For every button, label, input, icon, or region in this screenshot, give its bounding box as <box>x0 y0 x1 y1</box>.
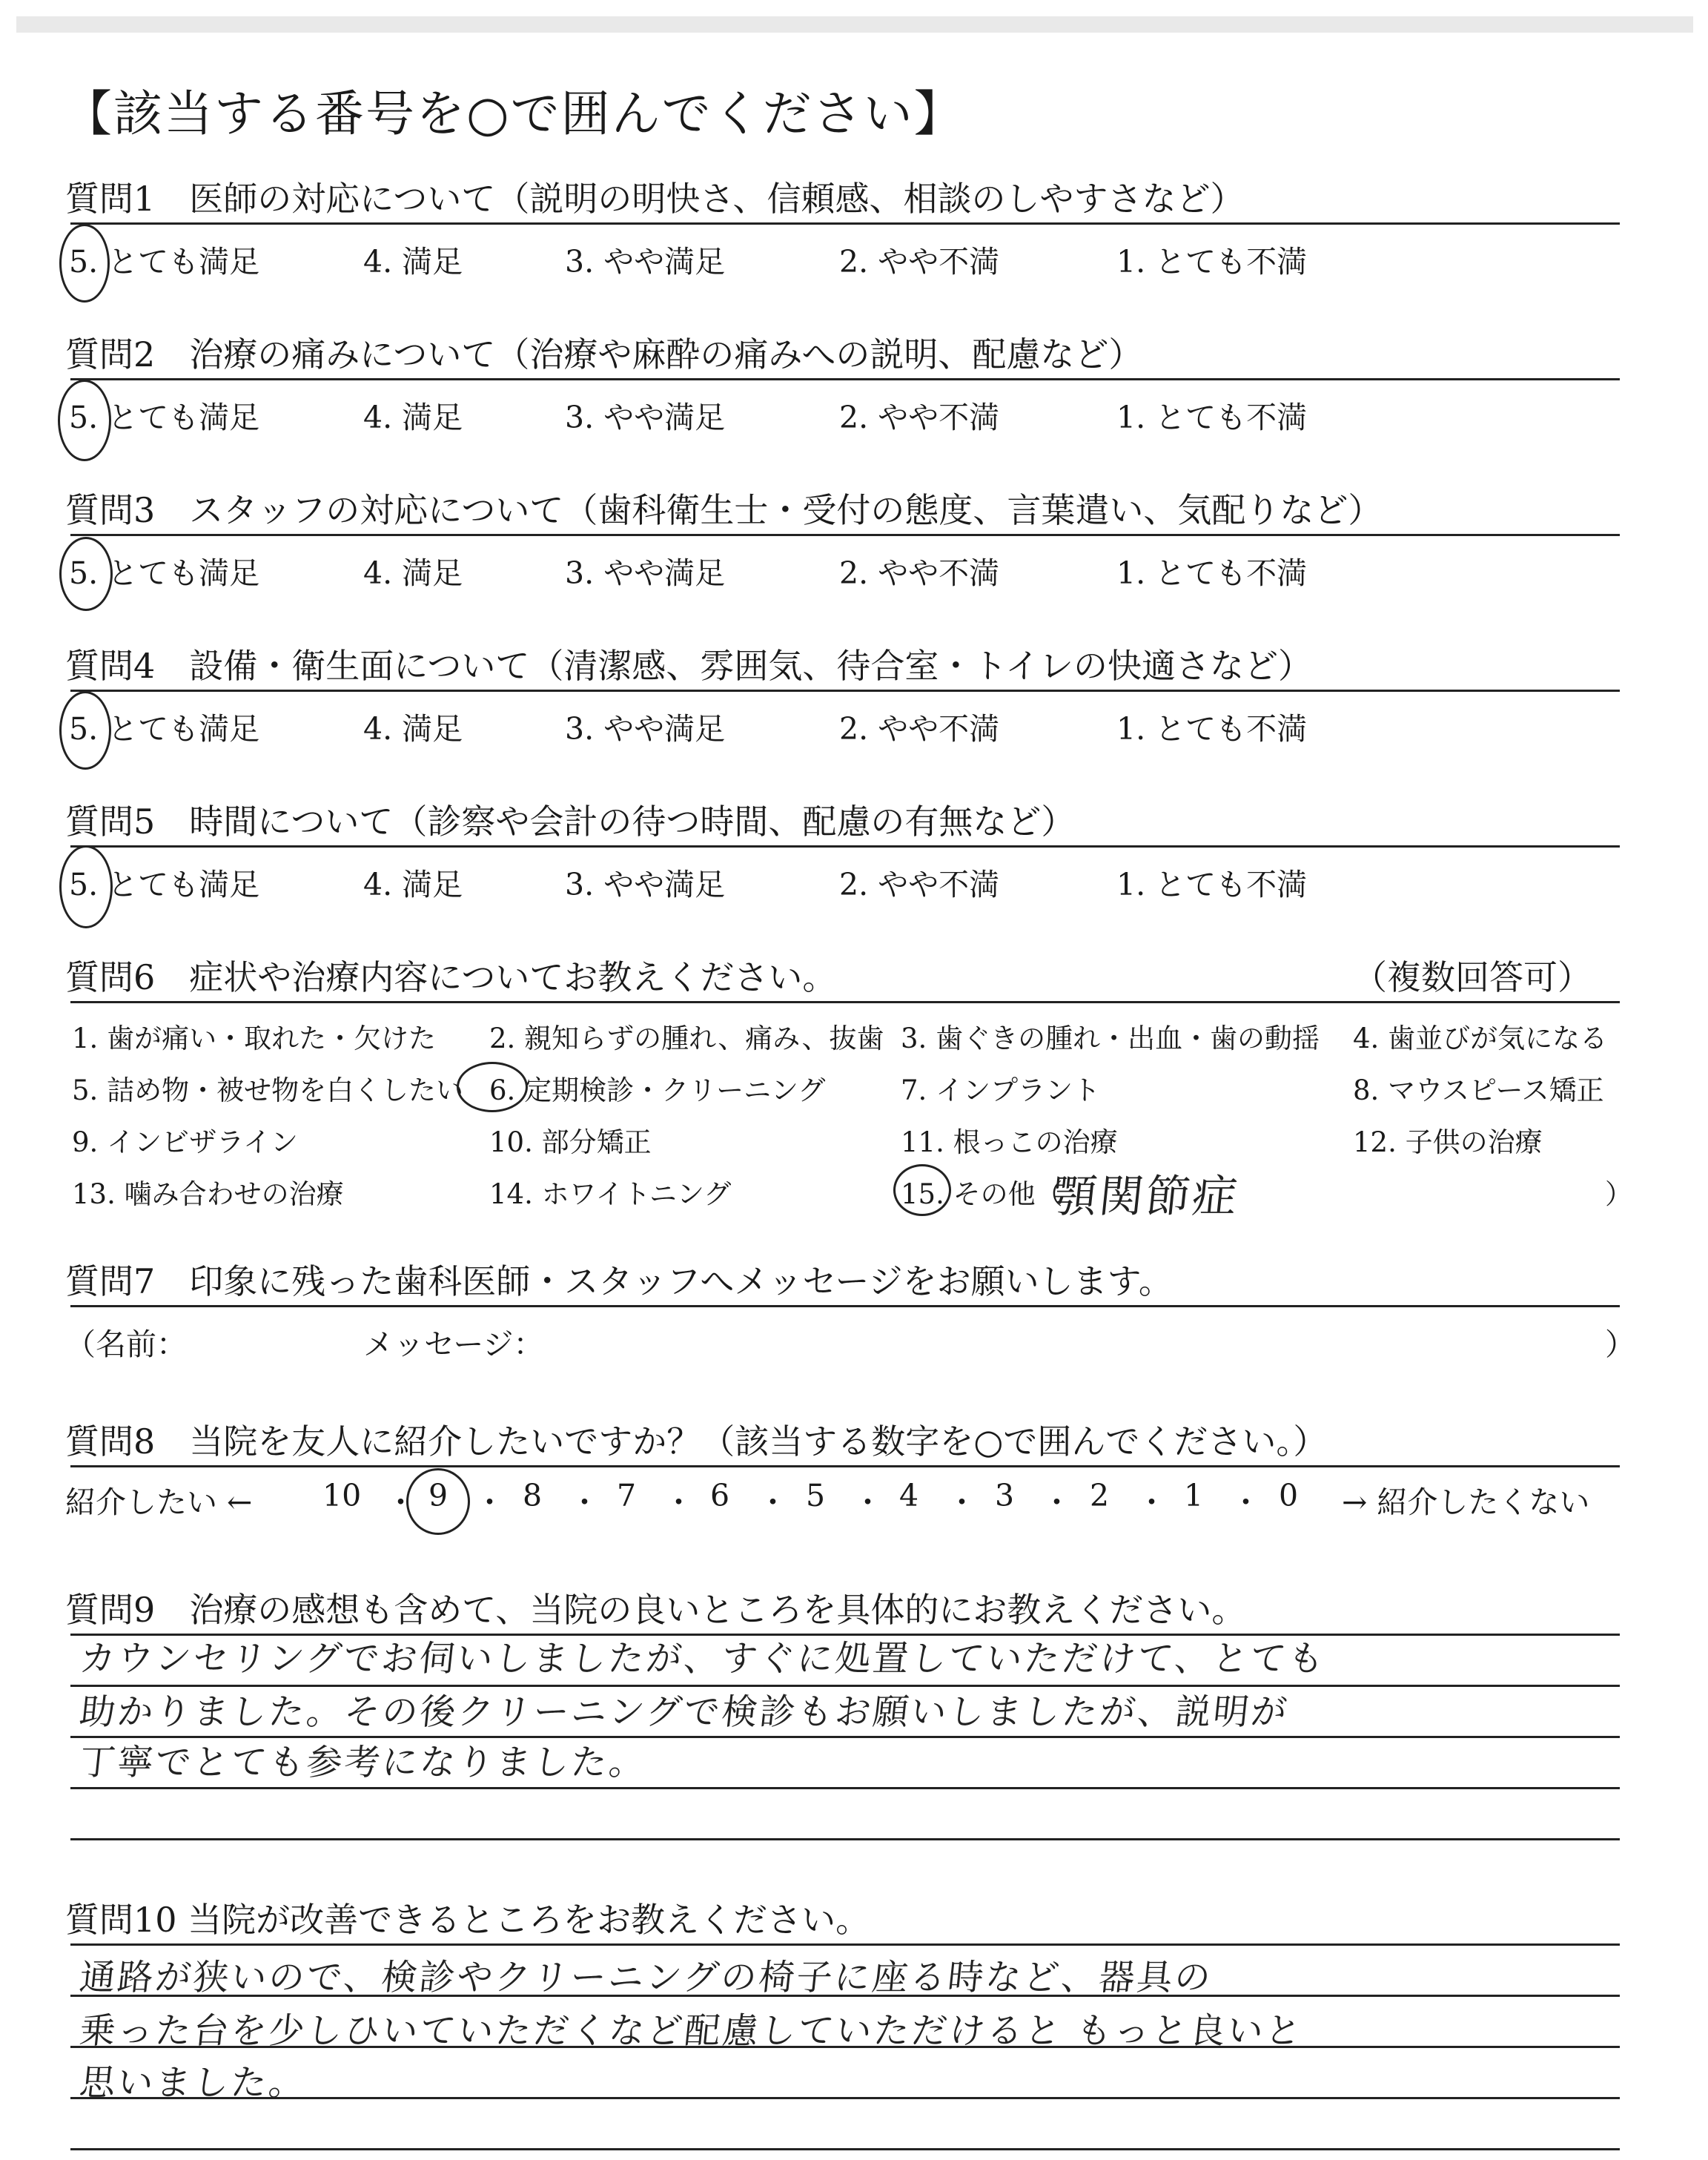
q5-option-1[interactable]: 1. とても不満 <box>1116 867 1308 902</box>
q7-name-label: （名前： <box>65 1327 187 1362</box>
q9-answer-line <box>70 1838 1620 1840</box>
q6-option-15[interactable]: 15. その他（ <box>901 1178 1063 1210</box>
question-3-title: 質問3 スタッフの対応について（歯科衛生士・受付の態度、言葉遣い、気配りなど） <box>65 490 1383 530</box>
question-1-title: 質問1 医師の対応について（説明の明快さ、信頼感、相談のしやすさなど） <box>65 179 1245 219</box>
q6-option-8[interactable]: 8. マウスピース矯正 <box>1353 1074 1604 1106</box>
question-5-rule <box>70 845 1620 848</box>
question-6-title: 質問6 症状や治療内容についてお教えください。 <box>65 957 837 997</box>
q7-close-paren: ） <box>1605 1327 1635 1362</box>
q8-answer-circle <box>406 1468 470 1535</box>
q3-option-3[interactable]: 3. やや満足 <box>565 555 726 591</box>
q8-scale-1[interactable]: 1 <box>1184 1478 1204 1513</box>
q9-answer-line <box>70 1787 1620 1789</box>
q10-answer-text: 思いました。 <box>77 2062 309 2104</box>
q1-option-5[interactable]: 5. とても満足 <box>69 244 260 280</box>
q8-scale-10[interactable]: 10 <box>322 1478 362 1513</box>
question-8-title: 質問8 当院を友人に紹介したいですか？（該当する数字を○で囲んでください。） <box>65 1421 1328 1462</box>
q4-option-1[interactable]: 1. とても不満 <box>1116 711 1308 747</box>
question-5-title: 質問5 時間について（診察や会計の待つ時間、配慮の有無など） <box>65 802 1076 842</box>
q10-answer-text: 通路が狭いので、検診やクリーニングの椅子に座る時など、器具の <box>77 1957 1215 1998</box>
q8-scale-dot: ・ <box>1136 1484 1167 1520</box>
question-8-rule <box>70 1465 1620 1467</box>
q8-left-label: 紹介したい ← <box>65 1484 253 1520</box>
q8-scale-8[interactable]: 8 <box>523 1478 543 1513</box>
q4-answer-circle <box>59 691 111 770</box>
q10-answer-text: 乗った台を少しひいていただくなど配慮していただけると もっと良いと <box>77 2010 1305 2052</box>
q9-answer-text: 助かりました。その後クリーニングで検診もお願いしましたが、説明が <box>77 1691 1291 1733</box>
q8-scale-dot: ・ <box>474 1484 505 1520</box>
q1-answer-circle <box>59 224 110 303</box>
q8-scale-dot: ・ <box>663 1484 694 1520</box>
q7-message-label: メッセージ： <box>363 1327 544 1362</box>
q6-option-11[interactable]: 11. 根っこの治療 <box>901 1126 1118 1158</box>
q8-scale-dot: ・ <box>1042 1484 1072 1520</box>
q5-option-2[interactable]: 2. やや不満 <box>839 867 1000 902</box>
q6-option-6[interactable]: 6. 定期検診・クリーニング <box>489 1074 826 1106</box>
question-7-rule <box>70 1305 1620 1307</box>
q6-option-4[interactable]: 4. 歯並びが気になる <box>1353 1023 1608 1054</box>
q8-scale-7[interactable]: 7 <box>617 1478 637 1513</box>
q3-option-4[interactable]: 4. 満足 <box>363 555 463 591</box>
q8-right-label: → 紹介したくない <box>1342 1484 1590 1520</box>
question-9-title: 質問9 治療の感想も含めて、当院の良いところを具体的にお教えください。 <box>65 1590 1246 1630</box>
question-10-title: 質問10 当院が改善できるところをお教えください。 <box>65 1900 870 1940</box>
q4-option-2[interactable]: 2. やや不満 <box>839 711 1000 747</box>
q4-option-4[interactable]: 4. 満足 <box>363 711 463 747</box>
q8-scale-4[interactable]: 4 <box>899 1478 919 1513</box>
q8-scale-2[interactable]: 2 <box>1090 1478 1110 1513</box>
q6-option-13[interactable]: 13. 噛み合わせの治療 <box>72 1178 344 1210</box>
question-1-rule <box>70 222 1620 225</box>
question-4-title: 質問4 設備・衛生面について（清潔感、雰囲気、待合室・トイレの快適さなど） <box>65 646 1313 686</box>
q3-option-5[interactable]: 5. とても満足 <box>69 555 260 591</box>
q3-option-2[interactable]: 2. やや不満 <box>839 555 1000 591</box>
q8-scale-3[interactable]: 3 <box>995 1478 1015 1513</box>
question-4-rule <box>70 690 1620 692</box>
q6-option-15-circle <box>893 1164 951 1216</box>
q2-option-1[interactable]: 1. とても不満 <box>1116 400 1308 435</box>
q6-other-handwritten: 顎関節症 <box>1049 1171 1242 1223</box>
question-7-title: 質問7 印象に残った歯科医師・スタッフへメッセージをお願いします。 <box>65 1261 1173 1301</box>
q2-option-5[interactable]: 5. とても満足 <box>69 400 260 435</box>
q1-option-1[interactable]: 1. とても不満 <box>1116 244 1308 280</box>
q6-option-7[interactable]: 7. インプラント <box>901 1074 1101 1106</box>
question-10-rule <box>70 1943 1620 1946</box>
q6-option-2[interactable]: 2. 親知らずの腫れ、痛み、抜歯 <box>489 1023 884 1054</box>
q5-option-3[interactable]: 3. やや満足 <box>565 867 726 902</box>
q6-option-6-circle <box>457 1062 528 1112</box>
q6-option-10[interactable]: 10. 部分矯正 <box>489 1126 652 1158</box>
q8-scale-dot: ・ <box>853 1484 883 1520</box>
q3-option-1[interactable]: 1. とても不満 <box>1116 555 1308 591</box>
q9-answer-text: カウンセリングでお伺いしましたが、すぐに処置していただけて、とても <box>77 1638 1328 1680</box>
q3-answer-circle <box>59 537 113 611</box>
q8-scale-dot: ・ <box>569 1484 600 1520</box>
q6-option-14[interactable]: 14. ホワイトニング <box>489 1178 732 1210</box>
q6-option-1[interactable]: 1. 歯が痛い・取れた・欠けた <box>72 1023 437 1054</box>
q2-option-4[interactable]: 4. 満足 <box>363 400 463 435</box>
q5-option-4[interactable]: 4. 満足 <box>363 867 463 902</box>
q5-option-5[interactable]: 5. とても満足 <box>69 867 260 902</box>
q5-answer-circle <box>59 845 113 928</box>
form-heading: 【該当する番号を○で囲んでください】 <box>63 85 964 142</box>
q4-option-3[interactable]: 3. やや満足 <box>565 711 726 747</box>
q10-answer-line <box>70 2148 1620 2150</box>
question-6-rule <box>70 1001 1620 1003</box>
q8-scale-dot: ・ <box>947 1484 977 1520</box>
q8-scale-0[interactable]: 0 <box>1279 1478 1299 1513</box>
q8-scale-6[interactable]: 6 <box>710 1478 730 1513</box>
q8-scale-9[interactable]: 9 <box>428 1478 448 1513</box>
q1-option-2[interactable]: 2. やや不満 <box>839 244 1000 280</box>
q6-other-close-paren: ） <box>1605 1178 1632 1210</box>
q1-option-3[interactable]: 3. やや満足 <box>565 244 726 280</box>
q8-scale-5[interactable]: 5 <box>806 1478 826 1513</box>
q6-option-9[interactable]: 9. インビザライン <box>72 1126 298 1158</box>
question-3-rule <box>70 534 1620 536</box>
q6-option-12[interactable]: 12. 子供の治療 <box>1353 1126 1543 1158</box>
question-2-rule <box>70 378 1620 380</box>
q8-scale-dot: ・ <box>758 1484 788 1520</box>
q2-option-2[interactable]: 2. やや不満 <box>839 400 1000 435</box>
q9-answer-text: 丁寧でとても参考になりました。 <box>77 1742 649 1783</box>
q4-option-5[interactable]: 5. とても満足 <box>69 711 260 747</box>
q6-option-5[interactable]: 5. 詰め物・被せ物を白くしたい <box>72 1074 464 1106</box>
q2-answer-circle <box>58 380 111 461</box>
q6-option-3[interactable]: 3. 歯ぐきの腫れ・出血・歯の動揺 <box>901 1023 1320 1054</box>
question-2-title: 質問2 治療の痛みについて（治療や麻酔の痛みへの説明、配慮など） <box>65 334 1143 374</box>
q1-option-4[interactable]: 4. 満足 <box>363 244 463 280</box>
q2-option-3[interactable]: 3. やや満足 <box>565 400 726 435</box>
question-6-note: （複数回答可） <box>1353 957 1592 997</box>
scan-top-strip <box>16 16 1693 33</box>
q8-scale-dot: ・ <box>1231 1484 1261 1520</box>
q8-scale-dot: ・ <box>385 1484 416 1520</box>
